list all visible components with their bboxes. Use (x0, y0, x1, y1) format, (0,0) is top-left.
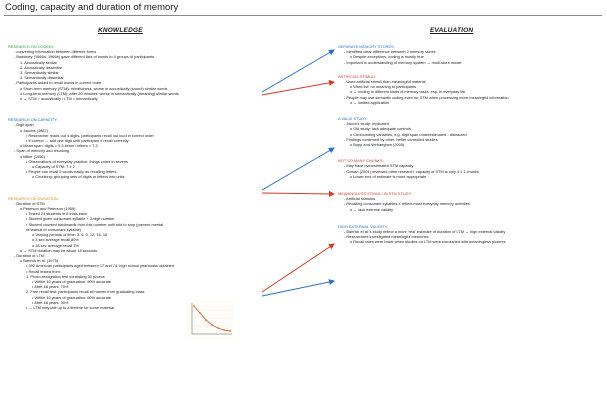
note-line: - Researchers investigated meaningful memories (344, 234, 429, 240)
section-heading: A VALID STUDY: (338, 116, 368, 122)
note-line: - Span of memory and chunking (14, 148, 70, 154)
note-line: • After 48 years: 70% (32, 284, 69, 290)
note-line: - Recalling consonant syllables ≠ reflect most everyday memory activities (344, 201, 470, 207)
note-line: - Jacob's study: replicated (344, 121, 389, 127)
note-line: o 18 sec average recall 3% (32, 242, 79, 248)
note-line: - Artificial stimulus (344, 196, 376, 202)
note-line: o Bahrick et al. (1975) (20, 258, 59, 264)
note-line: 1. Acoustically similar (20, 59, 57, 65)
note-line: o Varying periods of time: 3, 6, 9, 12, 15, 18 (32, 232, 108, 238)
note-line: • After 48 years: 30% (32, 299, 69, 305)
note-line: • Student counted backwards from this number until told to stop (prevent mental (26, 221, 164, 227)
note-line: o Bopp and Verhaeghen (2005) (350, 142, 405, 148)
note-line: o → STM duration may be about 18 seconds (20, 247, 98, 253)
note-line: o 3 sec average recall 80% (32, 237, 79, 243)
note-line: o → coding in different kinds of memory tasks, esp. in everyday life (350, 89, 466, 95)
note-line: o Word list: no meaning to participants (350, 84, 417, 90)
note-line: o → lack external validity (350, 206, 394, 212)
note-line: - Findings confirmed by other, better controlled studies (344, 136, 438, 142)
arrow-capacity-to-chunks (262, 193, 334, 194)
note-line: • Within 15 years of graduation: 90% accurate (32, 278, 112, 284)
note-line: - Duration of STM (14, 200, 45, 206)
note-line: • → LTM may last up to a lifetime for some material (26, 304, 114, 310)
note-line: - Identified clear difference between 2 memory stores (344, 49, 436, 55)
note-line: - Cowan (2001) reviewed other research: capacity of STM is only 4 ± 1 chunks (344, 168, 479, 174)
section-heading: NOT SO MANY CHUNKS: (338, 158, 384, 164)
note-line: • If correct → add one digit until participant ≠ recall correctly (26, 138, 129, 144)
note-line: 1. Photo-recognition test consisting 50 photos (26, 273, 105, 279)
note-line: 2. Free recall test: participants recall all names from graduating class (26, 289, 145, 295)
note-line: • 392 American participants aged between 17 and 74, high school yearbooks obtained (26, 263, 175, 269)
knowledge-header: KNOWLEDGE (98, 27, 143, 34)
note-line: o Long-term memory (LTM): after 20 minutes, worse in semantically (meaning) similar words (20, 90, 179, 96)
evaluation-header: EVALUATION (430, 27, 474, 34)
section-heading: ARTIFICIAL STIMULI: (338, 73, 377, 79)
arrow-capacity-to-valid-study (262, 148, 334, 190)
note-line: o Mean span: digits = 9.3 items / letters = 7.3 (20, 143, 98, 149)
arrow-coding-to-separate-stores (262, 50, 334, 92)
note-line: o Miller (1956) (20, 153, 45, 159)
note-line: 3. Semantically similar (20, 70, 59, 76)
note-line: rehearsal of consonant syllable) (26, 226, 81, 232)
note-line: 2. Acoustically dissimilar (20, 64, 62, 70)
note-line: - People may use semantic coding even for STM when processing more meaningful information (344, 94, 509, 100)
note-line: - Important in understanding of memory system → multi-store model (344, 59, 462, 65)
note-line: - May have overestimated STM capacity (344, 163, 414, 169)
note-line: - Baddeley (1966a, 1966b) gave different lists of words to 4 groups of participants (14, 54, 155, 60)
note-line: o Capacity of STM: 7 ± 2 (32, 164, 75, 170)
section-heading: HIGH EXTERNAL VALIDITY: (338, 223, 389, 229)
note-line: • Researcher reads out 4 digits, participants recall out loud in correct order (26, 132, 154, 138)
arrow-coding-to-artificial-stimuli (262, 82, 334, 95)
note-line: o Short-term memory (STM): mindfulness, worse in acoustically (sound) similar words (20, 85, 168, 91)
note-line: o → STM = acoustically / LTM = semantically (20, 96, 98, 102)
note-line: o Despite exceptions, coding is mostly true (350, 54, 424, 60)
note-line: o Peterson and Peterson (1959) (20, 206, 76, 212)
section-heading: RESEARCH ON DURATION: (8, 195, 59, 201)
note-line: - converting information between different forms (14, 49, 97, 55)
section-heading: RESEARCH ON CAPACITY: (8, 117, 58, 123)
section-heading: SEPARATE MEMORY STORES: (338, 44, 395, 49)
note-line: o Chunking: grouping sets of digits or letters into units (32, 174, 125, 180)
note-line: 4. Semantically dissimilar (20, 75, 64, 81)
note-line: • Student given consonant syllable + 3-digit number (26, 216, 115, 222)
note-line: • People can recall 5 words easily as recalling letters (26, 169, 117, 175)
note-line: - Used artificial stimuli than meaningful material (344, 79, 426, 85)
note-line: - Digit span (14, 122, 34, 128)
note-line: o Old study: lack adequate controls (350, 126, 411, 132)
note-line: o Confounding variables, e.g. digit span underestimated - distracted (350, 131, 467, 137)
section-heading: RESEARCH ON CODING: (8, 44, 55, 49)
section-heading: MEANINGLESS STIMULI IN STM STUDY: (338, 191, 412, 197)
note-line: • Recall tested from: (26, 268, 61, 274)
note-line: o Recall rates were lower when studies on LTM were conducted with meaningless pictures (350, 239, 506, 245)
note-line: o → limited application (350, 99, 390, 105)
note-line: - Duration of LTM (14, 252, 44, 258)
note-line: o Jacobs (1887) (20, 127, 48, 133)
page-title: Coding, capacity and duration of memory (5, 2, 179, 13)
note-line: • Within 15 years of graduation: 60% accurate (32, 294, 112, 300)
arrow-duration-to-meaningless (262, 244, 334, 292)
note-line: - Bahrick et al.'s study reflect a more 'real' estimate of duration of LTM → high external validity (344, 229, 506, 235)
note-line: o Lower end of estimate is more appropriate (350, 173, 427, 179)
note-line: • Tested 24 students in 8 trials each (26, 211, 88, 217)
note-line: - Participants asked to recall words in correct order (14, 80, 102, 86)
note-line: • Observations of everyday practice: things come in sevens (26, 158, 128, 164)
arrow-duration-to-validity (262, 281, 334, 296)
